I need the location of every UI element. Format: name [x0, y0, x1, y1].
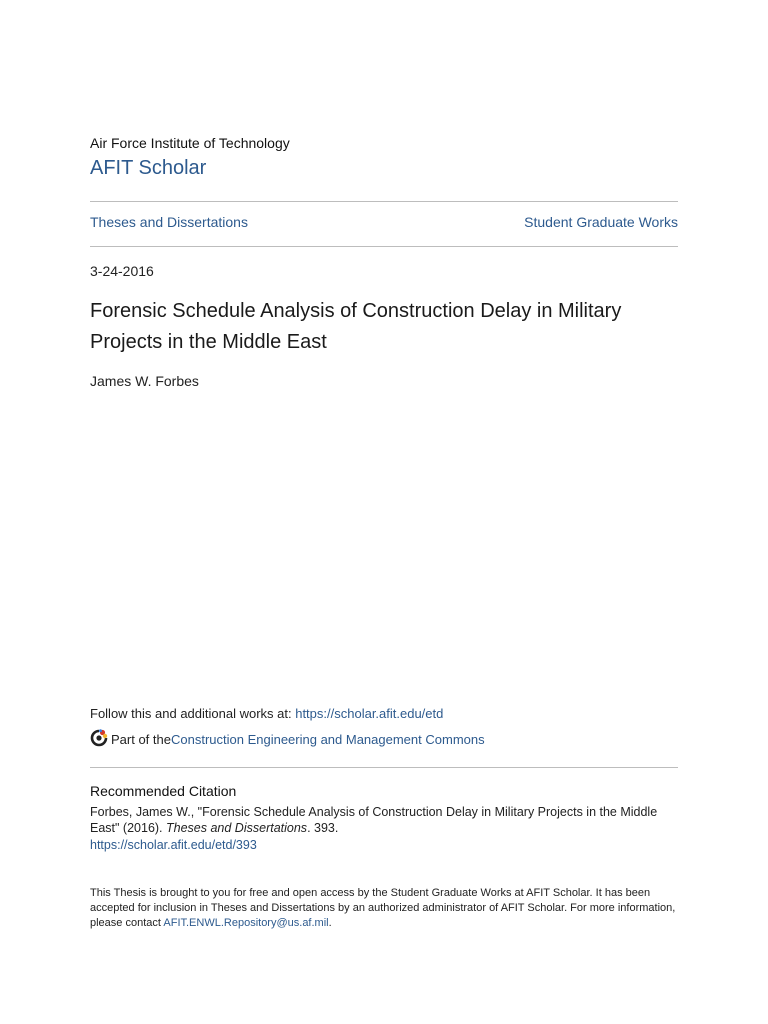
notice-end: . — [328, 917, 332, 929]
author-name: James W. Forbes — [90, 373, 199, 389]
commons-link[interactable]: Construction Engineering and Management Commons — [170, 732, 485, 747]
publication-date: 3-24-2016 — [90, 263, 154, 279]
notice-text: This Thesis is brought to you for free and open access by the Student Graduate Works at AFIT Scholar. It has been accepted for inclusion in Theses and Dissertations by an authorized administrator of AFIT Scholar. For more information, please contact — [90, 887, 676, 929]
contact-email-link[interactable]: AFIT.ENWL.Repository@us.af.mil — [163, 917, 329, 929]
access-notice — [90, 886, 678, 931]
divider-citation — [90, 767, 678, 768]
divider-top — [90, 201, 678, 202]
divider-nav — [90, 246, 678, 247]
part-of-line — [90, 729, 485, 750]
part-of-prefix: Part of the — [111, 732, 171, 747]
theses-dissertations-link[interactable]: Theses and Dissertations — [90, 214, 248, 230]
document-title: Forensic Schedule Analysis of Construction Delay in Military Projects in the Middle East — [90, 300, 622, 353]
citation-url-link[interactable]: https://scholar.afit.edu/etd/393 — [90, 838, 257, 852]
citation-body: Forbes, James W., "Forensic Schedule Analysis of Construction Delay in Military Projects in the Middle East" (2016). — [90, 805, 658, 835]
follow-url-link[interactable]: https://scholar.afit.edu/etd — [295, 706, 444, 721]
citation-text — [90, 804, 678, 836]
citation-number: . 393. — [307, 821, 339, 835]
follow-prefix: Follow this and additional works at: — [90, 706, 296, 721]
student-graduate-works-link[interactable]: Student Graduate Works — [524, 214, 678, 230]
citation-series: Theses and Dissertations — [166, 821, 308, 835]
commons-network-icon — [90, 729, 111, 750]
follow-line — [90, 706, 443, 721]
institution-name: Air Force Institute of Technology — [90, 135, 290, 151]
recommended-citation-heading: Recommended Citation — [90, 783, 237, 799]
repository-link[interactable]: AFIT Scholar — [90, 157, 207, 179]
